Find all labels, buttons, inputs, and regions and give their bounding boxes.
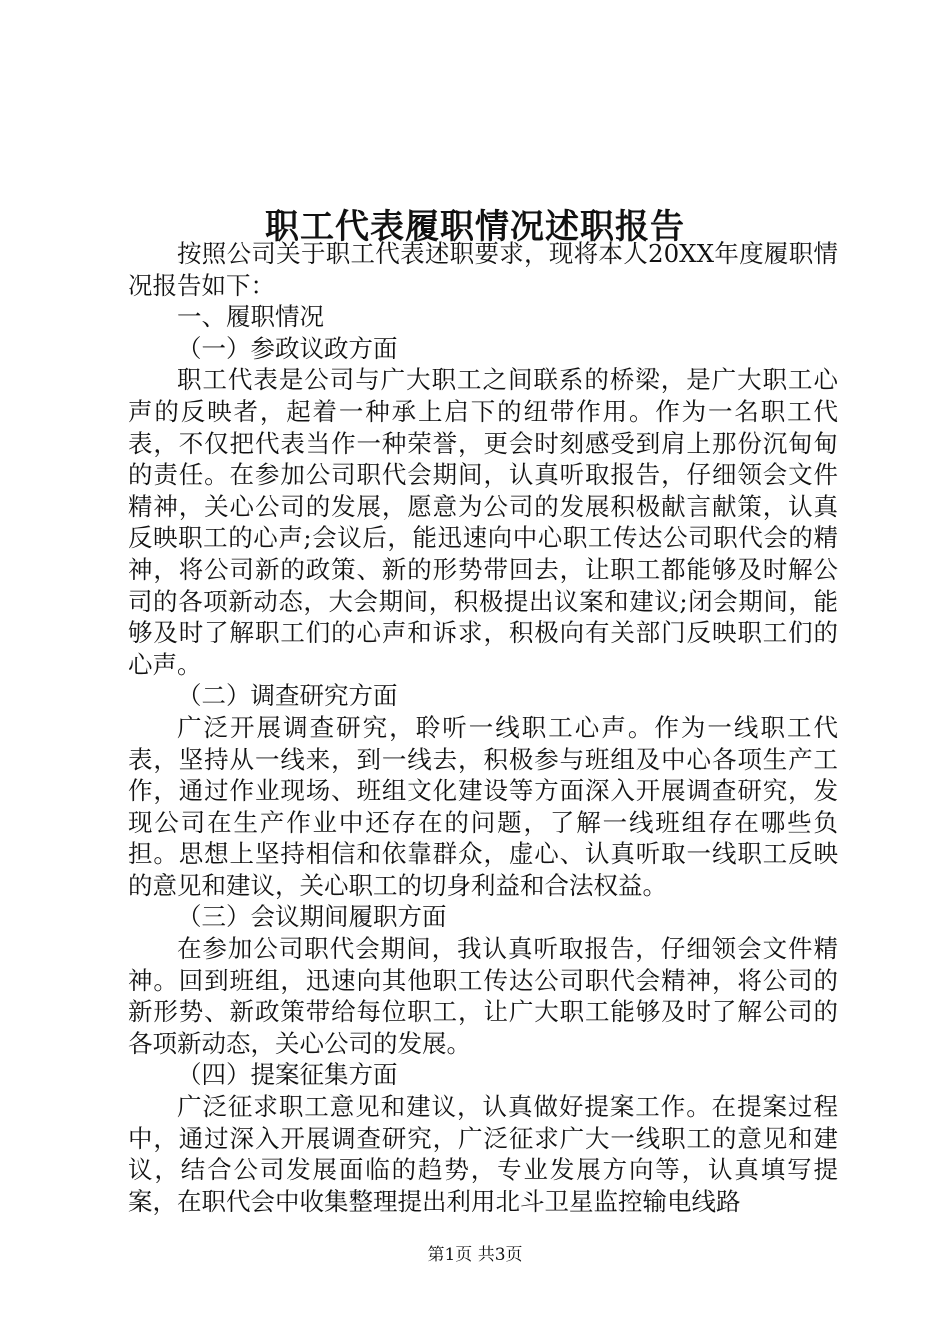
- subsection-heading: （三）会议期间履职方面: [177, 902, 447, 932]
- subsection-heading: （二）调查研究方面: [177, 681, 398, 711]
- document-title: 职工代表履职情况述职报告: [265, 206, 685, 247]
- subsection-heading: （一）参政议政方面: [177, 333, 398, 363]
- page-number-footer: 第1页 共3页: [427, 1245, 523, 1265]
- section-heading: 一、履职情况: [177, 302, 324, 332]
- subsection-heading: （四）提案征集方面: [177, 1060, 398, 1090]
- document-body: [128, 238, 838, 1217]
- body-paragraph: 在参加公司职代会期间，我认真听取报告，仔细领会文件精神。回到班组，迅速向其他职工传达公司职代会精神，将公司的新形势、新政策带给每位职工，让广大职工能够及时了解公司的各项新动态，关心公司的发展。: [128, 934, 838, 1058]
- body-paragraph: 广泛征求职工意见和建议，认真做好提案工作。在提案过程中，通过深入开展调查研究，广泛征求广大一线职工的意见和建议，结合公司发展面临的趋势，专业发展方向等，认真填写提案，在职代会中收集整理提出利用北斗卫星监控输电线路: [128, 1092, 838, 1216]
- body-paragraph: 广泛开展调查研究，聆听一线职工心声。作为一线职工代表，坚持从一线来，到一线去，积极参与班组及中心各项生产工作，通过作业现场、班组文化建设等方面深入开展调查研究，发现公司在生产作业中还存在的问题，了解一线班组存在哪些负担。思想上坚持相信和依靠群众，虚心、认真听取一线职工反映的意见和建议，关心职工的切身利益和合法权益。: [128, 712, 838, 900]
- intro-paragraph: 按照公司关于职工代表述职要求，现将本人20XX年度履职情况报告如下：: [128, 239, 838, 300]
- body-paragraph: 职工代表是公司与广大职工之间联系的桥梁，是广大职工心声的反映者，起着一种承上启下的纽带作用。作为一名职工代表，不仅把代表当作一种荣誉，更会时刻感受到肩上那份沉甸甸的责任。在参加公司职代会期间，认真听取报告，仔细领会文件精神，关心公司的发展，愿意为公司的发展积极献言献策，认真反映职工的心声;会议后，能迅速向中心职工传达公司职代会的精神，将公司新的政策、新的形势带回去，让职工都能够及时解公司的各项新动态，大会期间，积极提出议案和建议;闭会期间，能够及时了解职工们的心声和诉求，积极向有关部门反映职工们的心声。: [128, 365, 838, 679]
